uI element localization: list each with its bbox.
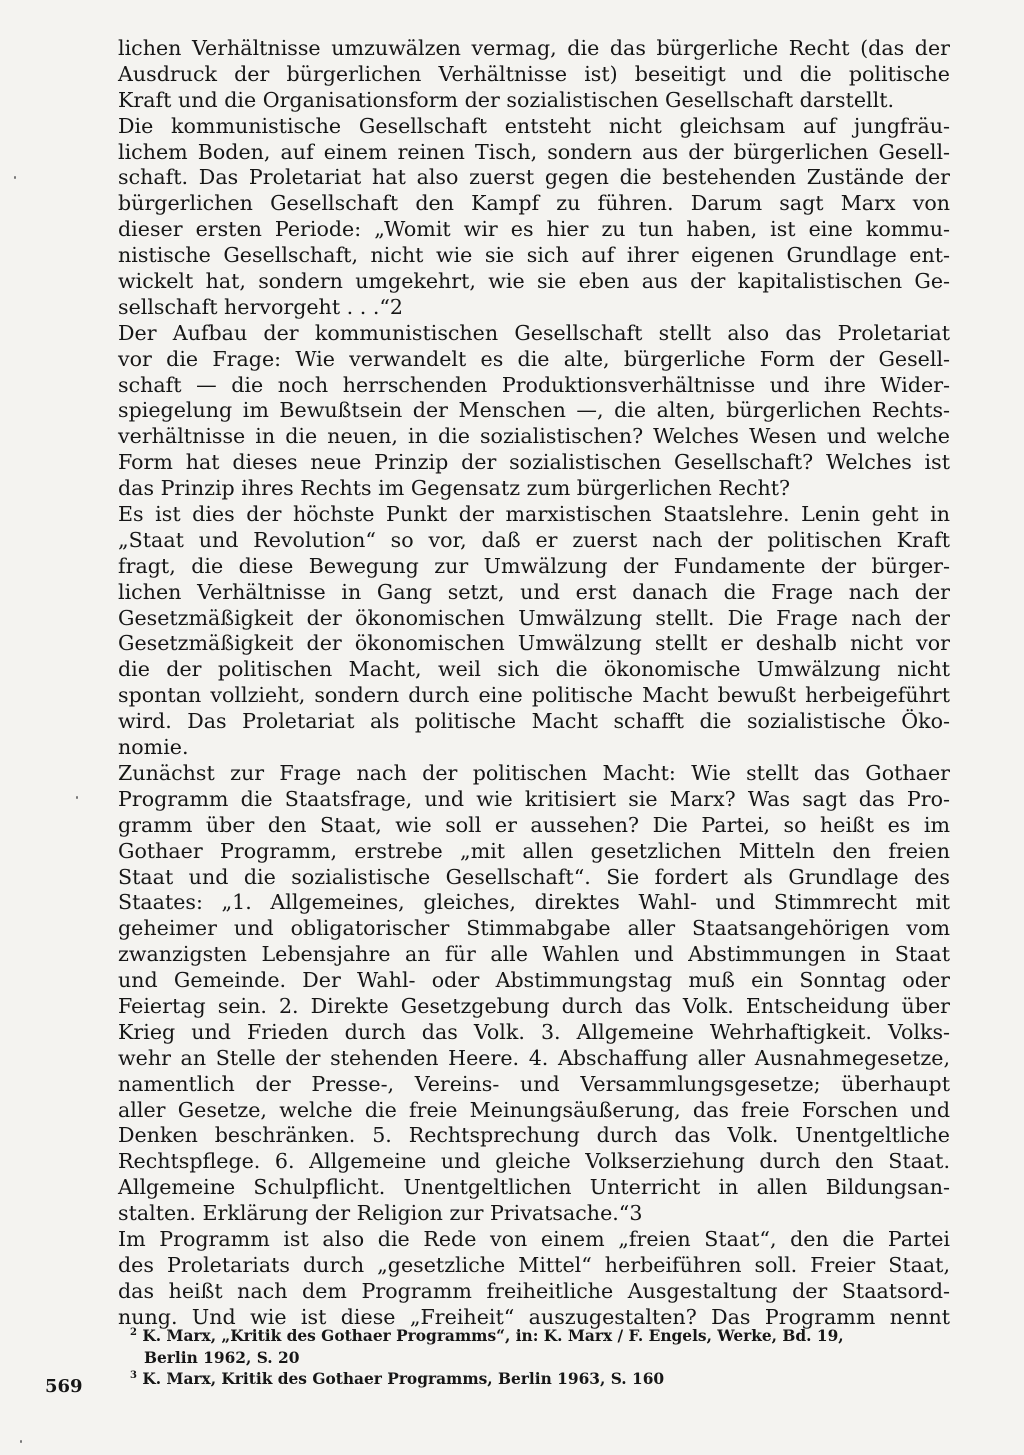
paragraph	[118, 36, 950, 114]
text-line: namentlich der Presse-, Vereins- und Versammlungsgesetze; überhaupt	[118, 1071, 950, 1096]
scan-speck	[20, 1440, 22, 1443]
text-line: „Staat und Revolution“ so vor, daß er zuerst nach der politischen Kraft	[118, 527, 950, 552]
footnote-continuation	[130, 1348, 930, 1370]
text-line: wehr an Stelle der stehenden Heere. 4. Abschaffung aller Ausnahmegesetze,	[118, 1045, 950, 1070]
text-line: wird. Das Proletariat als politische Macht schafft die sozialistische Öko-	[118, 709, 950, 734]
text-line: nistische Gesellschaft, nicht wie sie sich auf ihrer eigenen Grundlage ent-	[118, 243, 950, 268]
text-line: lichen Verhältnisse umzuwälzen vermag, die das bürgerliche Recht (das der	[118, 36, 950, 60]
text-line: Die kommunistische Gesellschaft entsteht nicht gleichsam auf jungfräu-	[118, 113, 950, 138]
footnote-marker: 3	[130, 1369, 137, 1381]
text-line: Gesetzmäßigkeit der ökonomischen Umwälzung stellt er deshalb nicht vor	[118, 631, 950, 656]
footnote-text: Berlin 1962, S. 20	[144, 1348, 300, 1367]
text-line: Denken beschränken. 5. Rechtsprechung durch das Volk. Unentgeltliche	[118, 1123, 950, 1148]
paragraph	[118, 761, 950, 1227]
text-line: Der Aufbau der kommunistischen Gesellschaft stellt also das Proletariat	[118, 320, 950, 345]
text-line: vor die Frage: Wie verwandelt es die alte, bürgerliche Form der Gesell-	[118, 346, 950, 371]
footnote	[130, 1369, 930, 1391]
text-line: Gothaer Programm, erstrebe „mit allen gesetzlichen Mitteln den freien	[118, 838, 950, 863]
text-line: Krieg und Frieden durch das Volk. 3. Allgemeine Wehrhaftigkeit. Volks-	[118, 1019, 950, 1044]
text-line: Programm die Staatsfrage, und wie kritisiert sie Marx? Was sagt das Pro-	[118, 786, 950, 811]
text-line: lichem Boden, auf einem reinen Tisch, sondern aus der bürgerlichen Gesell-	[118, 139, 950, 164]
text-line: aller Gesetze, welche die freie Meinungsäußerung, das freie Forschen und	[118, 1097, 950, 1122]
scan-speck	[14, 176, 16, 179]
text-line: nomie.	[118, 735, 189, 760]
text-line: nung. Und wie ist diese „Freiheit“ auszugestalten? Das Programm nennt	[118, 1304, 950, 1329]
text-line: das heißt nach dem Programm freiheitliche Ausgestaltung der Staatsord-	[118, 1278, 950, 1303]
scan-speck	[76, 796, 78, 799]
text-line: Allgemeine Schulpflicht. Unentgeltlichen Unterricht in allen Bildungsan-	[118, 1175, 950, 1200]
text-line: Ausdruck der bürgerlichen Verhältnisse ist) beseitigt und die politische	[118, 61, 950, 86]
text-line: Im Programm ist also die Rede von einem „freien Staat“, den die Partei	[118, 1226, 950, 1251]
text-line: Es ist dies der höchste Punkt der marxistischen Staatslehre. Lenin geht in	[118, 502, 950, 527]
text-line: Kraft und die Organisationsform der sozialistischen Gesellschaft darstellt.	[118, 87, 895, 112]
text-line: sellschaft hervorgeht . . .“2	[118, 294, 404, 319]
footnote	[130, 1326, 930, 1348]
text-line: lichen Verhältnisse in Gang setzt, und erst danach die Frage nach der	[118, 579, 950, 604]
text-line: spiegelung im Bewußtsein der Menschen —, die alten, bürgerlichen Rechts-	[118, 398, 950, 423]
text-line: Staates: „1. Allgemeines, gleiches, direktes Wahl- und Stimmrecht mit	[118, 890, 950, 915]
text-line: Form hat dieses neue Prinzip der sozialistischen Gesellschaft? Welches ist	[118, 450, 950, 475]
text-line: zwanzigsten Lebensjahre an für alle Wahlen und Abstimmungen in Staat	[118, 942, 950, 967]
text-line: gramm über den Staat, wie soll er aussehen? Die Partei, so heißt es im	[118, 812, 950, 837]
text-line: dieser ersten Periode: „Womit wir es hier zu tun haben, ist eine kommu-	[118, 217, 950, 242]
text-line: Zunächst zur Frage nach der politischen Macht: Wie stellt das Gothaer	[118, 760, 950, 785]
page-number: 569	[45, 1376, 83, 1397]
text-line: das Prinzip ihres Rechts im Gegensatz zum bürgerlichen Recht?	[118, 476, 791, 501]
paragraph	[118, 502, 950, 761]
footnote-text: K. Marx, Kritik des Gothaer Programms, Berlin 1963, S. 160	[142, 1370, 665, 1388]
text-line: wickelt hat, sondern umgekehrt, wie sie eben aus der kapitalistischen Ge-	[118, 269, 950, 294]
text-line: stalten. Erklärung der Religion zur Privatsache.“3	[118, 1201, 643, 1226]
text-line: schaft — die noch herrschenden Produktionsverhältnisse und ihre Wider-	[118, 372, 950, 397]
text-line: des Proletariats durch „gesetzliche Mittel“ herbeiführen soll. Freier Staat,	[118, 1252, 950, 1277]
paragraph	[118, 1227, 950, 1331]
text-line: Feiertag sein. 2. Direkte Gesetzgebung durch das Volk. Entscheidung über	[118, 993, 950, 1018]
paragraph	[118, 321, 950, 502]
text-line: Rechtspflege. 6. Allgemeine und gleiche Volkserziehung durch den Staat.	[118, 1149, 950, 1174]
body-text	[118, 36, 950, 1331]
text-line: und Gemeinde. Der Wahl- oder Abstimmungstag muß ein Sonntag oder	[118, 968, 950, 993]
text-line: Gesetzmäßigkeit der ökonomischen Umwälzung stellt. Die Frage nach der	[118, 605, 950, 630]
paragraph	[118, 114, 950, 321]
footnote-text: K. Marx, „Kritik des Gothaer Programms“, in: K. Marx / F. Engels, Werke, Bd. 19,	[142, 1327, 844, 1345]
text-line: verhältnisse in die neuen, in die sozialistischen? Welches Wesen und welche	[118, 424, 950, 449]
text-line: die der politischen Macht, weil sich die ökonomische Umwälzung nicht	[118, 657, 950, 682]
footnote-marker: 2	[130, 1326, 137, 1338]
text-line: geheimer und obligatorischer Stimmabgabe aller Staatsangehörigen vom	[118, 916, 950, 941]
text-line: Staat und die sozialistische Gesellschaft“. Sie fordert als Grundlage des	[118, 864, 950, 889]
text-line: fragt, die diese Bewegung zur Umwälzung der Fundamente der bürger-	[118, 553, 950, 578]
text-line: spontan vollzieht, sondern durch eine politische Macht bewußt herbeigeführt	[118, 683, 950, 708]
text-line: bürgerlichen Gesellschaft den Kampf zu führen. Darum sagt Marx von	[118, 191, 950, 216]
footnotes	[130, 1326, 930, 1391]
text-line: schaft. Das Proletariat hat also zuerst gegen die bestehenden Zustände der	[118, 165, 950, 190]
